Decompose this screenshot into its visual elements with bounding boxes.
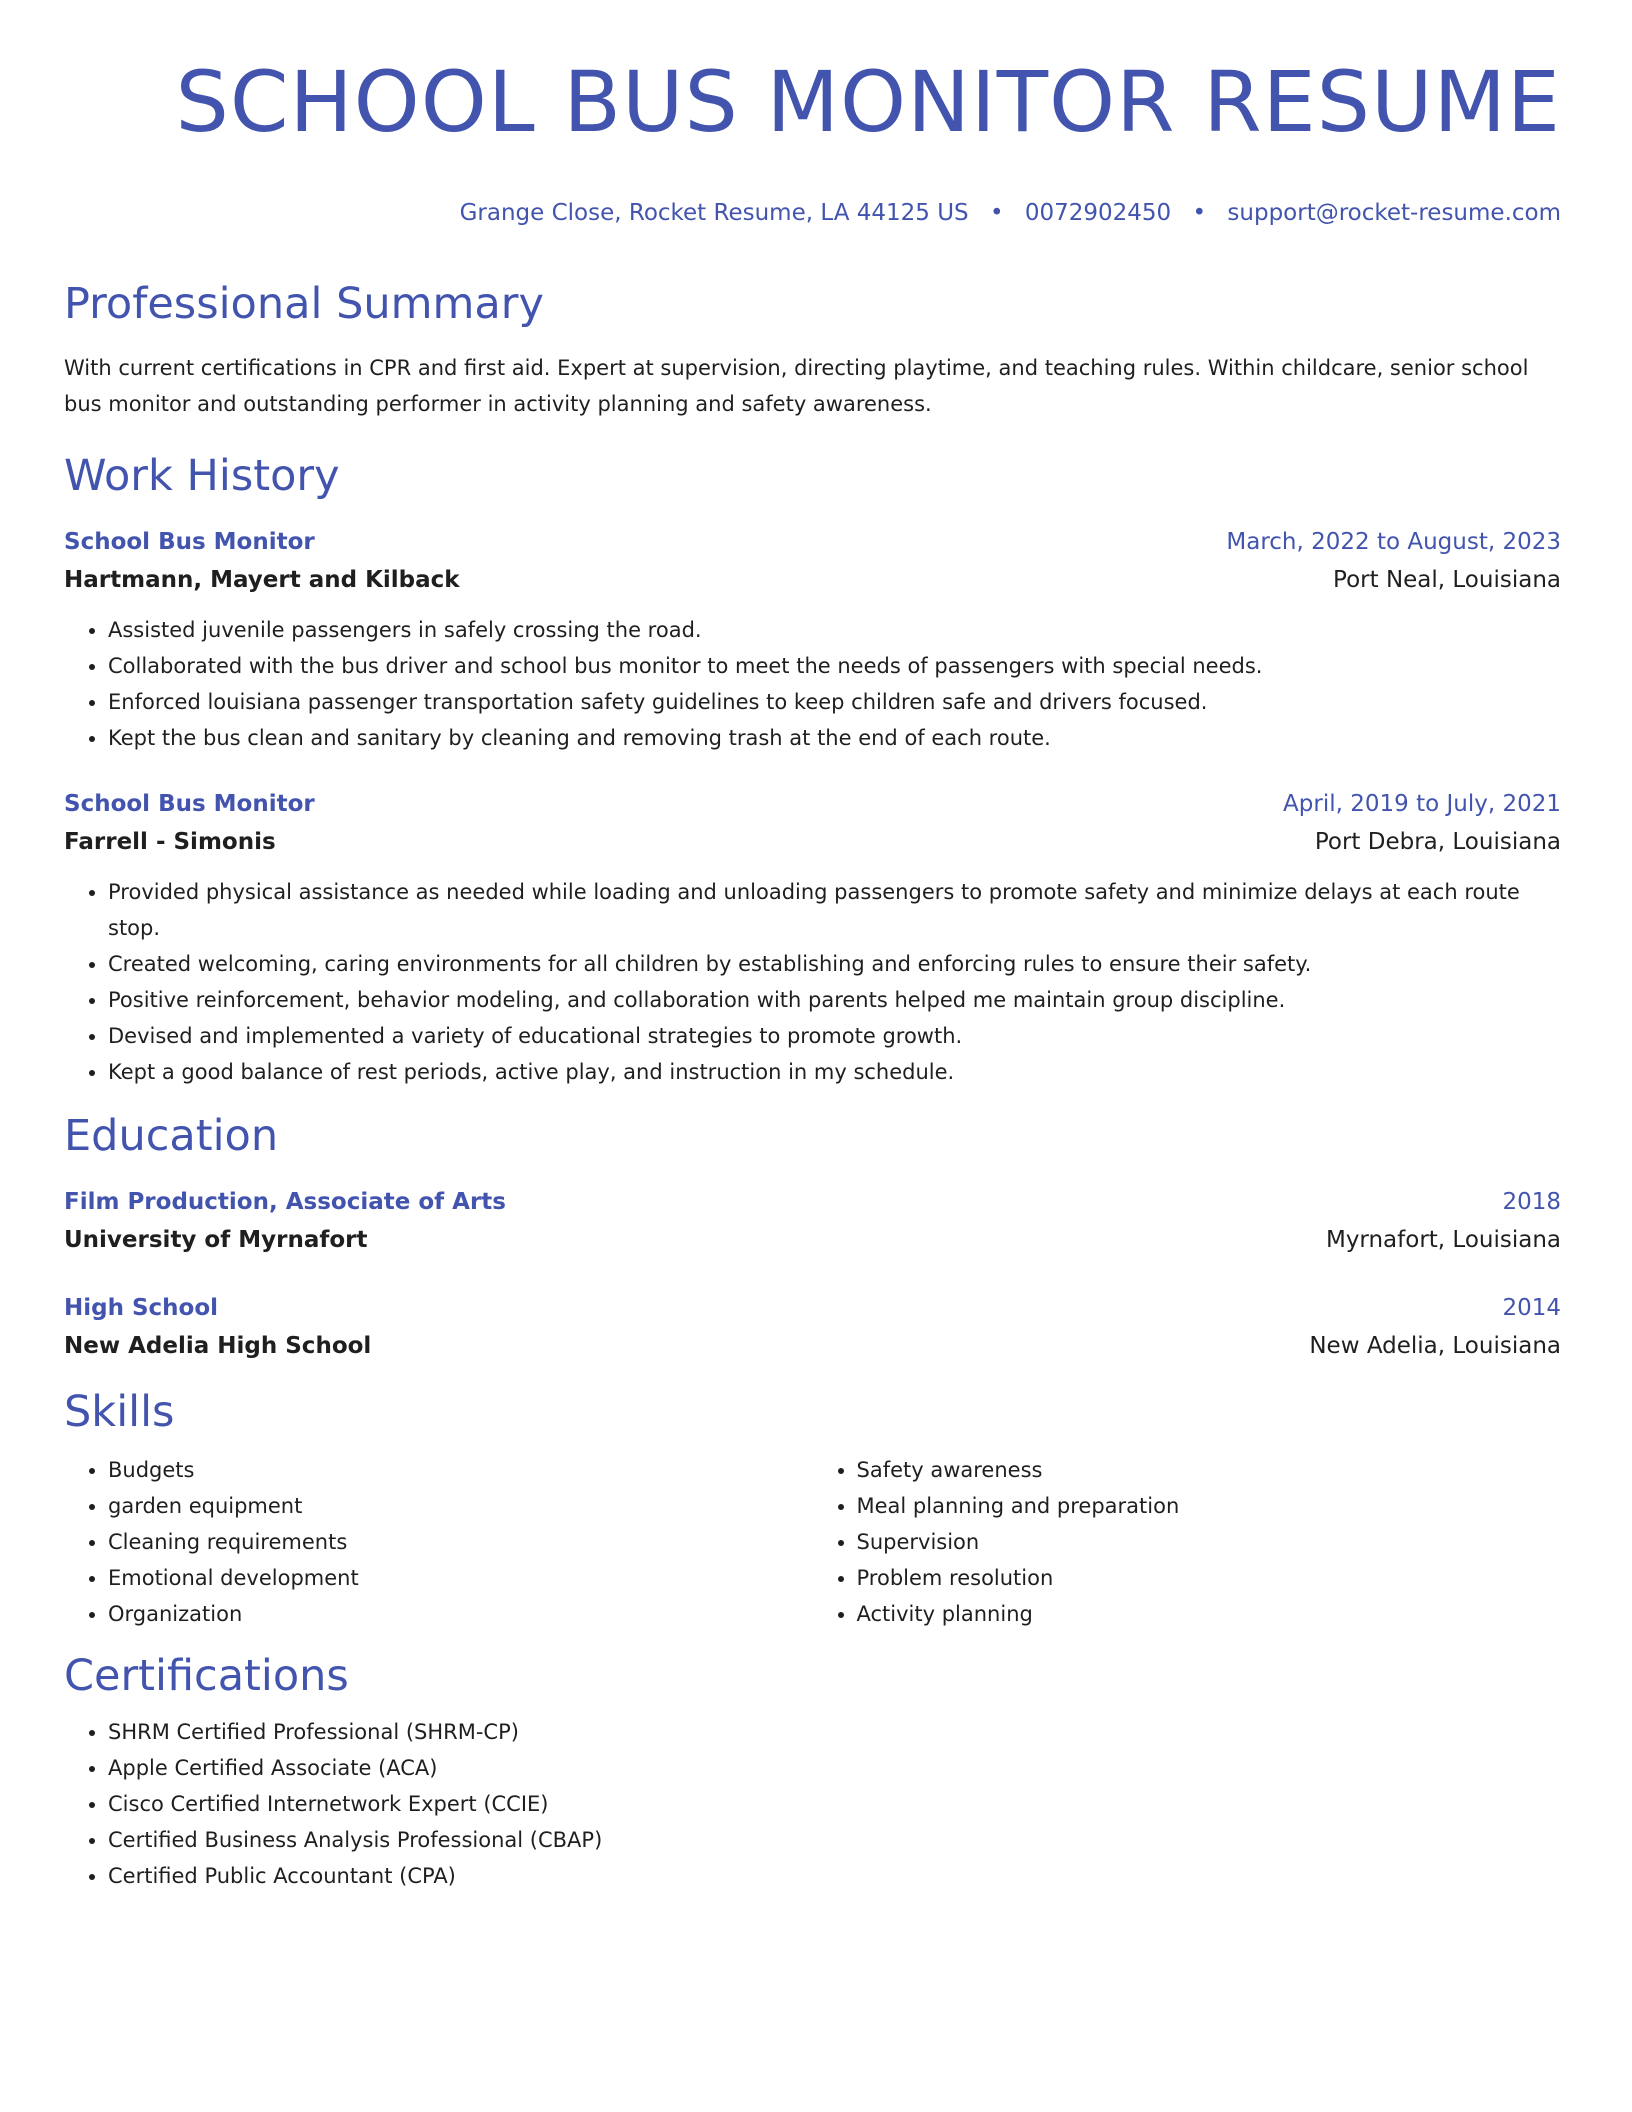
education-school: New Adelia High School [64,1333,372,1359]
education-year: 2018 [1502,1189,1561,1215]
summary-text: With current certifications in CPR and first aid. Expert at supervision, directing playtime, and teaching rules. Within childcare, senior school bus monitor and outstanding performer in activity planning and safety awareness. [64,356,1529,416]
job-bullets [64,874,1561,1090]
contact-email: support@rocket-resume.com [1227,200,1561,226]
section-heading-certifications: Certifications [64,1651,349,1701]
job-bullet: • Enforced louisiana passenger transportation safety guidelines to keep children safe and drivers focused. [108,684,1561,720]
section-heading-work-history: Work History [64,451,340,501]
education-degree: Film Production, Associate of Arts [64,1189,506,1215]
skill-item: • Budgets [108,1452,813,1488]
job-bullet: • Positive reinforcement, behavior modeling, and collaboration with parents helped me maintain group discipline. [108,982,1561,1018]
education-year: 2014 [1502,1295,1561,1321]
education-entry [64,1184,1561,1260]
education-entry [64,1290,1561,1366]
certification-item: • Certified Public Accountant (CPA) [108,1858,1561,1894]
skill-item: • Safety awareness [857,1452,1562,1488]
section-heading-education: Education [64,1111,279,1161]
education-school: University of Myrnafort [64,1227,368,1253]
section-heading-skills: Skills [64,1387,175,1437]
contact-separator: • [989,200,1004,226]
job-location: Port Neal, Louisiana [1333,567,1561,593]
contact-separator: • [1192,200,1207,226]
job-bullet: • Collaborated with the bus driver and school bus monitor to meet the needs of passengers with special needs. [108,648,1561,684]
education-location: Myrnafort, Louisiana [1325,1227,1561,1253]
certification-item: • Cisco Certified Internetwork Expert (CCIE) [108,1786,1561,1822]
job-bullet: • Provided physical assistance as needed while loading and unloading passengers to promote safety and minimize delays at each route stop. [108,874,1561,946]
skills-list-left [64,1452,813,1632]
skill-item: • Activity planning [857,1596,1562,1632]
job-bullets [64,612,1561,756]
resume-page [64,0,1561,1894]
job-company: Farrell - Simonis [64,829,276,855]
contact-address: Grange Close, Rocket Resume, LA 44125 US [459,200,969,226]
skill-item: • Supervision [857,1524,1562,1560]
skill-item: • Problem resolution [857,1560,1562,1596]
job-entry [64,786,1561,1090]
skill-item: • Organization [108,1596,813,1632]
job-dates: April, 2019 to July, 2021 [1283,791,1561,817]
job-entry [64,524,1561,756]
contact-phone: 0072902450 [1024,200,1172,226]
certification-item: • Apple Certified Associate (ACA) [108,1750,1561,1786]
certifications-list [64,1714,1561,1894]
certification-item: • Certified Business Analysis Professional (CBAP) [108,1822,1561,1858]
job-title: School Bus Monitor [64,791,315,817]
resume-title: SCHOOL BUS MONITOR RESUME [175,53,1561,151]
job-bullet: • Kept a good balance of rest periods, active play, and instruction in my schedule. [108,1054,1561,1090]
skills-list-right [813,1452,1562,1632]
skill-item: • Emotional development [108,1560,813,1596]
contact-line [64,198,1561,228]
job-bullet: • Assisted juvenile passengers in safely crossing the road. [108,612,1561,648]
education-degree: High School [64,1295,219,1321]
certification-item: • SHRM Certified Professional (SHRM-CP) [108,1714,1561,1750]
job-title: School Bus Monitor [64,529,315,555]
job-company: Hartmann, Mayert and Kilback [64,567,460,593]
job-bullet: • Created welcoming, caring environments for all children by establishing and enforcing rules to ensure their safety. [108,946,1561,982]
skills-columns [64,1438,1561,1632]
skill-item: • garden equipment [108,1488,813,1524]
job-bullet: • Devised and implemented a variety of educational strategies to promote growth. [108,1018,1561,1054]
job-bullet: • Kept the bus clean and sanitary by cleaning and removing trash at the end of each route. [108,720,1561,756]
skill-item: • Meal planning and preparation [857,1488,1562,1524]
section-heading-summary: Professional Summary [64,279,544,329]
job-location: Port Debra, Louisiana [1314,829,1561,855]
skill-item: • Cleaning requirements [108,1524,813,1560]
job-dates: March, 2022 to August, 2023 [1226,529,1561,555]
education-location: New Adelia, Louisiana [1309,1333,1561,1359]
